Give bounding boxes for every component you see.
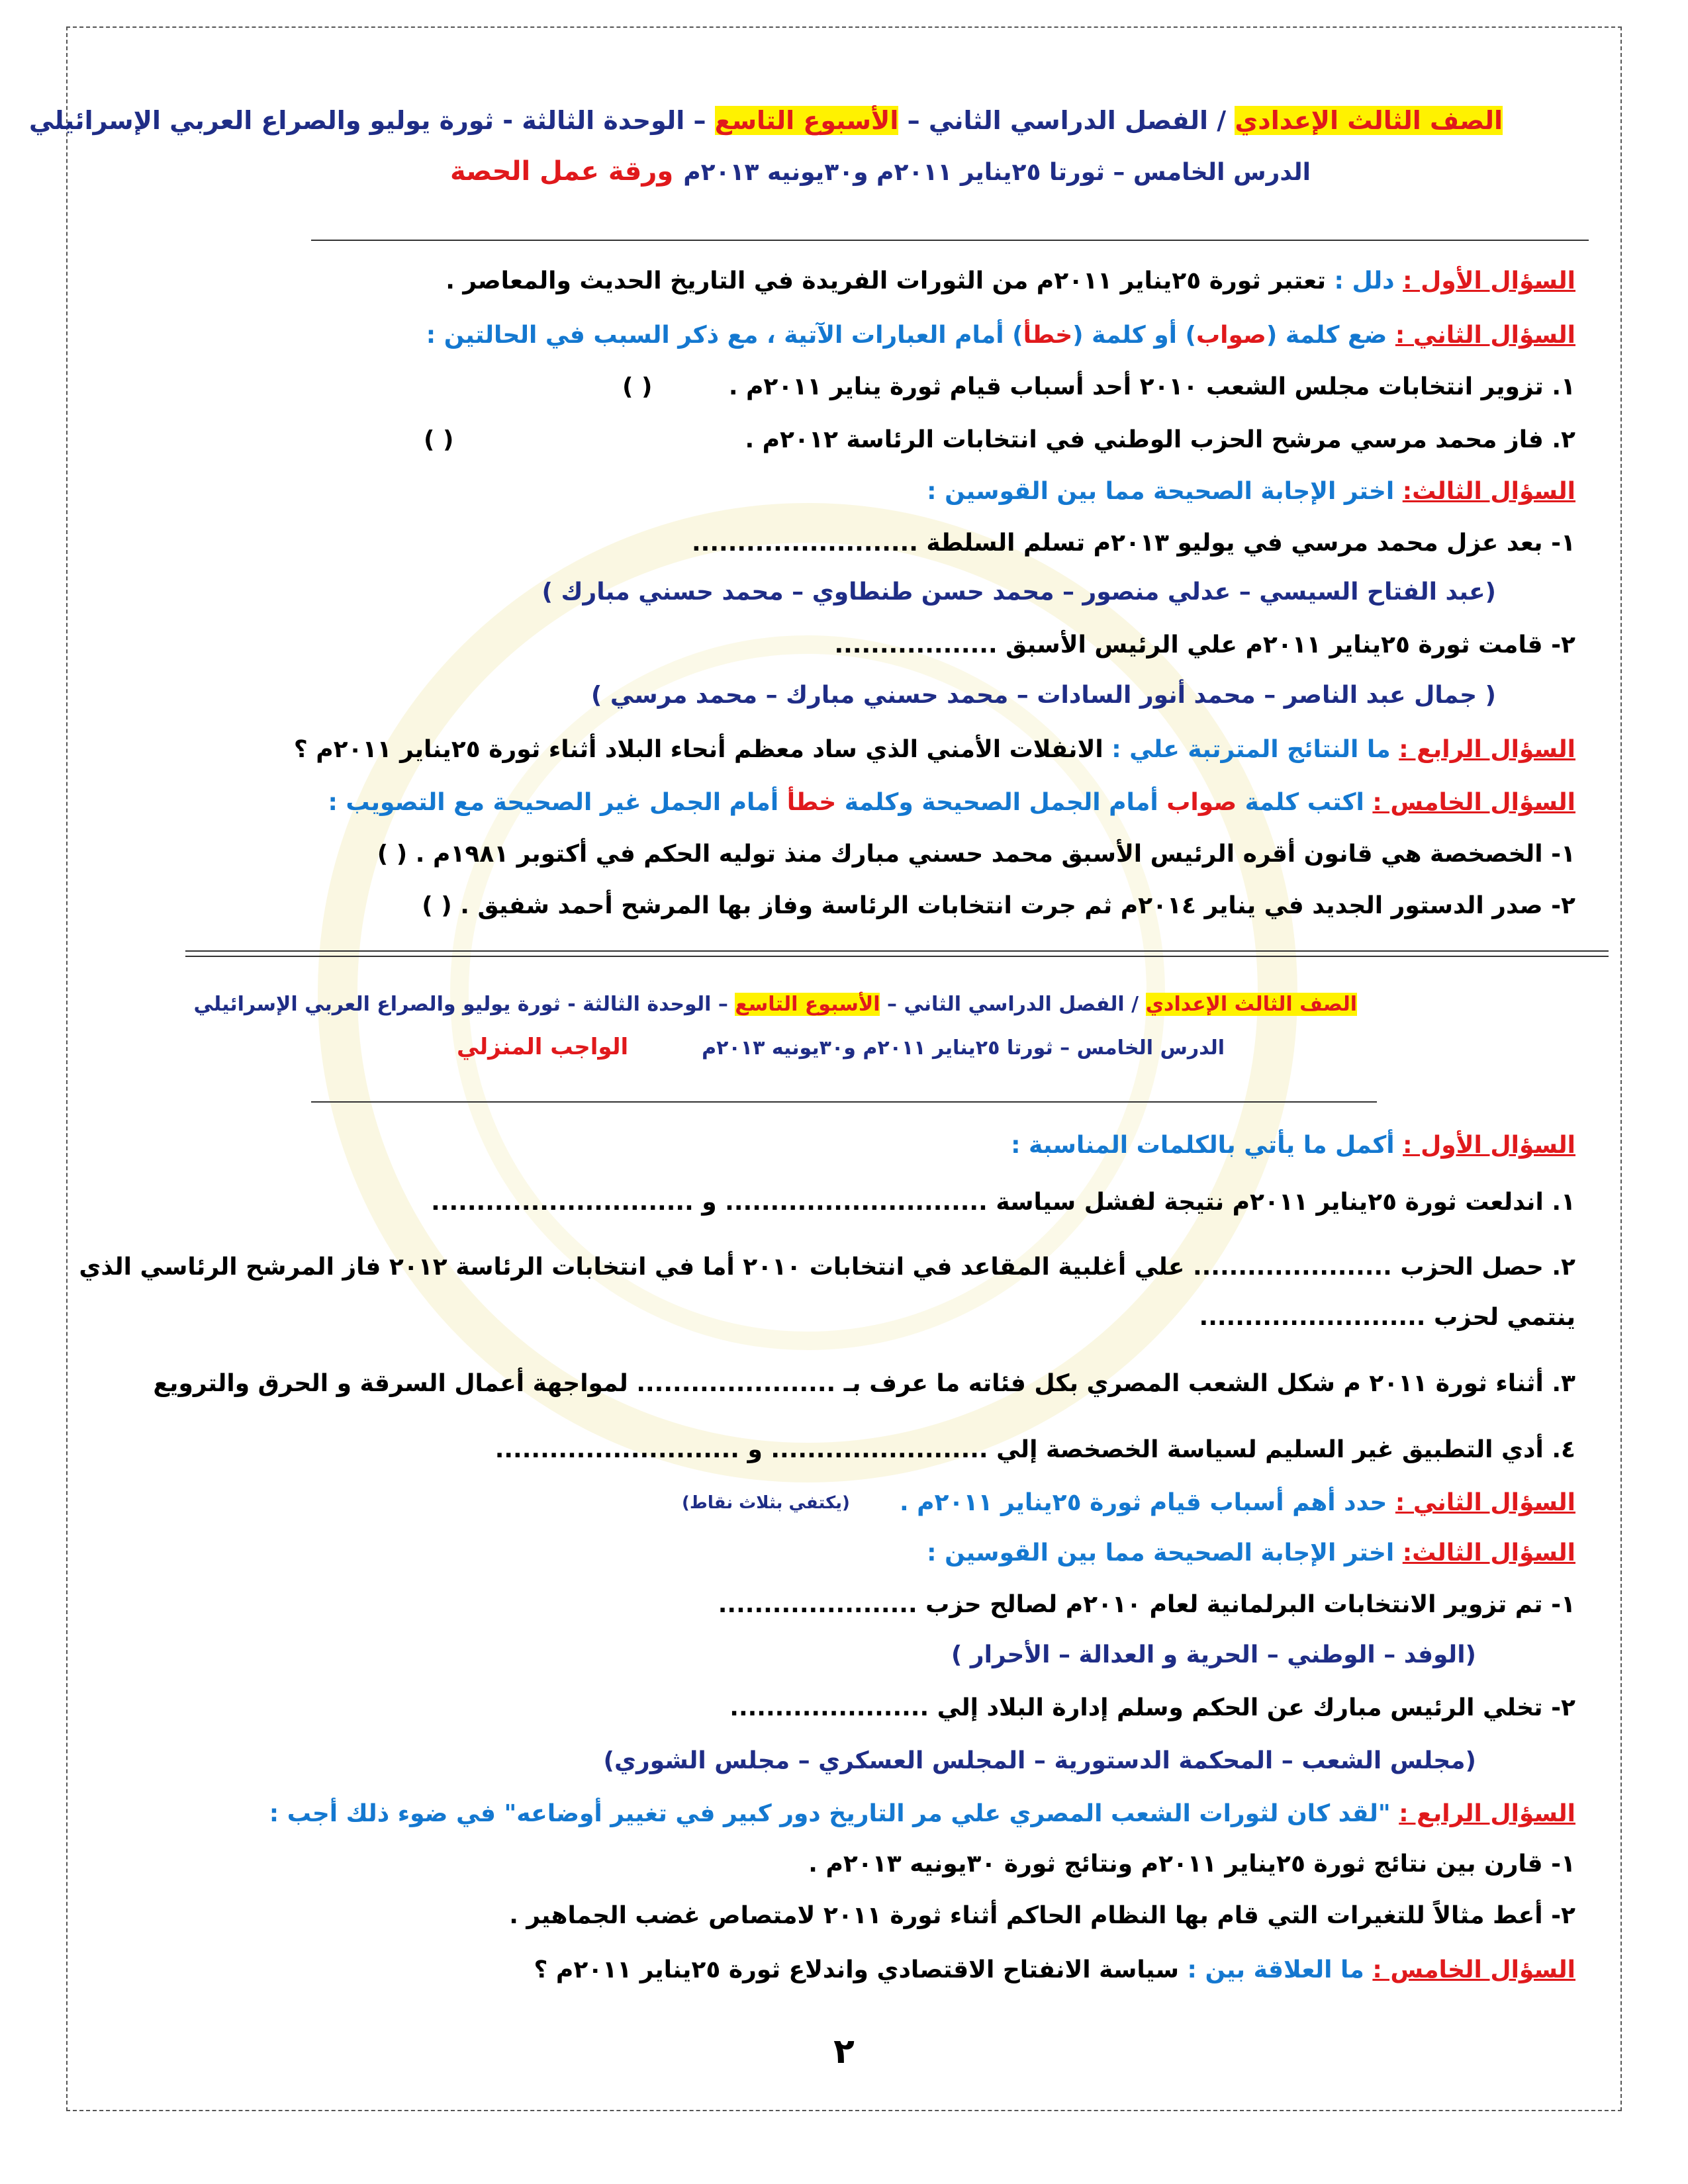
list-item: ١. اندلعت ثورة ٢٥يناير ٢٠١١م نتيجة لفشل سياسة ............................. و .............................: [431, 1189, 1575, 1216]
answer-bracket: ( ): [424, 426, 454, 453]
header-divider: [311, 1101, 1377, 1103]
question-prompt: ما العلاقة بين :: [1187, 1956, 1373, 1983]
question-prompt: اختر الإجابة الصحيحة مما بين القوسين :: [927, 478, 1403, 505]
list-item: ٣. أثناء ثورة ٢٠١١ م شكل الشعب المصري بكل فئاته ما عرف بـ ...................... لمواجهة أعمال السرقة و الحرق والترويع: [153, 1370, 1575, 1397]
homework-header-line1: [193, 993, 1357, 1016]
question-label: السؤال الثاني :: [1395, 322, 1575, 349]
prompt-part: ) أمام العبارات الآتية ، مع ذكر السبب في الحالتين :: [426, 322, 1023, 349]
grade-label: الصف الثالث الإعدادي: [1235, 106, 1503, 135]
question-prompt: حدد أهم أسباب قيام ثورة ٢٥يناير ٢٠١١م .: [899, 1489, 1395, 1516]
list-item: ١- الخصخصة هي قانون أقره الرئيس الأسبق محمد حسني مبارك منذ توليه الحكم في أكتوبر ١٩٨١م . ( ): [377, 841, 1575, 868]
week-label: الأسبوع التاسع: [714, 106, 899, 135]
list-item: ١- قارن بين نتائج ثورة ٢٥يناير ٢٠١١م ونتائج ثورة ٣٠يونيه ٢٠١٣م .: [808, 1850, 1575, 1878]
list-item: ٢- أعط مثالاً للتغيرات التي قام بها النظام الحاكم أثناء ثورة ٢٠١١ لامتصاص غضب الجماهير .: [509, 1902, 1575, 1929]
question-prompt: ما النتائج المترتبة علي :: [1111, 736, 1399, 763]
lesson-title: الدرس الخامس – ثورتا ٢٥يناير ٢٠١١م و٣٠يونيه ٢٠١٣م: [702, 1036, 1225, 1060]
list-item: ٢. حصل الحزب ...................... علي أغلبية المقاعد في انتخابات ٢٠١٠ أما في انتخابات الرئاسة ٢٠١٢ فاز المرشح الرئاسي الذي: [79, 1253, 1575, 1281]
question-prompt: أكمل ما يأتي بالكلمات المناسبة :: [1011, 1132, 1403, 1159]
term-label: / الفصل الدراسي الثاني –: [907, 106, 1227, 135]
question-label: السؤال الثاني :: [1395, 1489, 1575, 1516]
list-item: ٢- صدر الدستور الجديد في يناير ٢٠١٤م ثم جرت انتخابات الرئاسة وفاز بها المرشح أحمد شفيق . ( ): [422, 892, 1575, 919]
homework-q2: [113, 1486, 1575, 1520]
question-text: سياسة الانفتاح الاقتصادي واندلاع ثورة ٢٥يناير ٢٠١١م ؟: [534, 1956, 1188, 1983]
week-label: الأسبوع التاسع: [735, 993, 880, 1016]
word-correct: صواب: [1196, 322, 1266, 349]
page-number: ٢: [833, 2032, 855, 2071]
list-item: ٤. أدي التطبيق غير السليم لسياسة الخصخصة إلي ........................ و ...........................: [494, 1436, 1575, 1463]
grade-label: الصف الثالث الإعدادي: [1145, 993, 1357, 1016]
question-label: السؤال الأول :: [1403, 1132, 1575, 1159]
question-prompt: دلل :: [1334, 267, 1395, 295]
unit-label: – الوحدة الثالثة - ثورة يوليو والصراع العربي الإسرائيلي: [28, 106, 706, 135]
answer-bracket: ( ): [622, 373, 653, 400]
homework-q5: [113, 1954, 1575, 1987]
list-item: ٢- تخلي الرئيس مبارك عن الحكم وسلم إدارة البلاد إلي ......................: [729, 1694, 1575, 1721]
question-label: السؤال الرابع :: [1399, 736, 1575, 763]
list-item: [113, 371, 1575, 404]
question-label: السؤال الثالث:: [1402, 1539, 1575, 1567]
unit-label: – الوحدة الثالثة - ثورة يوليو والصراع العربي الإسرائيلي: [193, 993, 728, 1016]
question-text: الانفلات الأمني الذي ساد معظم أنحاء البلاد أثناء ثورة ٢٥يناير ٢٠١١م ؟: [293, 736, 1112, 763]
prompt-part: اكتب كلمة: [1237, 789, 1373, 816]
sheet-title: الواجب المنزلي: [457, 1034, 629, 1060]
homework-q1: [113, 1129, 1575, 1162]
worksheet-q3: [113, 475, 1575, 508]
section-divider: [185, 950, 1609, 957]
worksheet-header-line1: [29, 106, 1503, 135]
lesson-title: الدرس الخامس – ثورتا ٢٥يناير ٢٠١١م و٣٠يونيه ٢٠١٣م: [683, 159, 1311, 186]
word-correct: صواب: [1166, 789, 1237, 816]
question-label: السؤال الأول :: [1403, 267, 1575, 295]
question-label: السؤال الخامس :: [1372, 789, 1575, 816]
homework-q3: [113, 1537, 1575, 1570]
prompt-part: أمام الجمل الصحيحة وكلمة: [836, 789, 1167, 816]
hint-note: (يكتفي بثلاث نقاط): [682, 1493, 850, 1513]
sheet-title: ورقة عمل الحصة: [450, 156, 674, 187]
list-item: ٢- قامت ثورة ٢٥يناير ٢٠١١م علي الرئيس الأسبق ..................: [834, 631, 1575, 659]
word-wrong: خطأ: [1023, 322, 1073, 349]
header-divider: [311, 240, 1589, 241]
question-label: السؤال الخامس :: [1372, 1956, 1575, 1983]
term-label: / الفصل الدراسي الثاني –: [886, 993, 1139, 1016]
worksheet-q1: [113, 265, 1575, 298]
prompt-part: أمام الجمل غير الصحيحة مع التصويب :: [328, 789, 787, 816]
prompt-part: ضع كلمة (: [1266, 322, 1387, 349]
question-label: السؤال الثالث:: [1402, 478, 1575, 505]
worksheet-q4: [113, 733, 1575, 766]
options-list: (عبد الفتاح السيسي – عدلي منصور – محمد حسن طنطاوي – محمد حسني مبارك ): [541, 578, 1496, 606]
options-list: (الوفد – الوطني – الحرية و العدالة – الأحرار ): [951, 1641, 1476, 1668]
question-text: تعتبر ثورة ٢٥يناير ٢٠١١م من الثورات الفريدة في التاريخ الحديث والمعاصر .: [445, 267, 1326, 295]
word-wrong: خطأ: [786, 789, 837, 816]
options-list: (مجلس الشعب – المحكمة الدستورية – المجلس العسكري – مجلس الشوري): [603, 1747, 1476, 1774]
options-list: ( جمال عبد الناصر – محمد أنور السادات – محمد حسني مبارك – محمد مرسي ): [590, 682, 1496, 709]
list-item: ١- تم تزوير الانتخابات البرلمانية لعام ٢٠١٠م لصالح حزب ......................: [718, 1591, 1575, 1618]
list-item: ١- بعد عزل محمد مرسي في يوليو ٢٠١٣م تسلم السلطة .........................: [692, 529, 1575, 557]
question-prompt: "لقد كان لثورات الشعب المصري علي مر التاريخ دور كبير في تغيير أوضاعه" في ضوء ذلك أجب :: [269, 1800, 1399, 1827]
item-text: ٢. فاز محمد مرسي مرشح الحزب الوطني في انتخابات الرئاسة ٢٠١٢م .: [745, 426, 1575, 453]
worksheet-q2: [113, 319, 1575, 352]
question-prompt: اختر الإجابة الصحيحة مما بين القوسين :: [927, 1539, 1403, 1567]
item-text: ١. تزوير انتخابات مجلس الشعب ٢٠١٠ أحد أسباب قيام ثورة يناير ٢٠١١م .: [728, 373, 1575, 400]
list-item: ينتمي لحزب .........................: [1199, 1304, 1575, 1331]
prompt-part: ) أو كلمة (: [1072, 322, 1196, 349]
list-item: [113, 424, 1575, 457]
homework-q4: [113, 1797, 1575, 1831]
question-label: السؤال الرابع :: [1399, 1800, 1575, 1827]
worksheet-q5: [113, 786, 1575, 819]
